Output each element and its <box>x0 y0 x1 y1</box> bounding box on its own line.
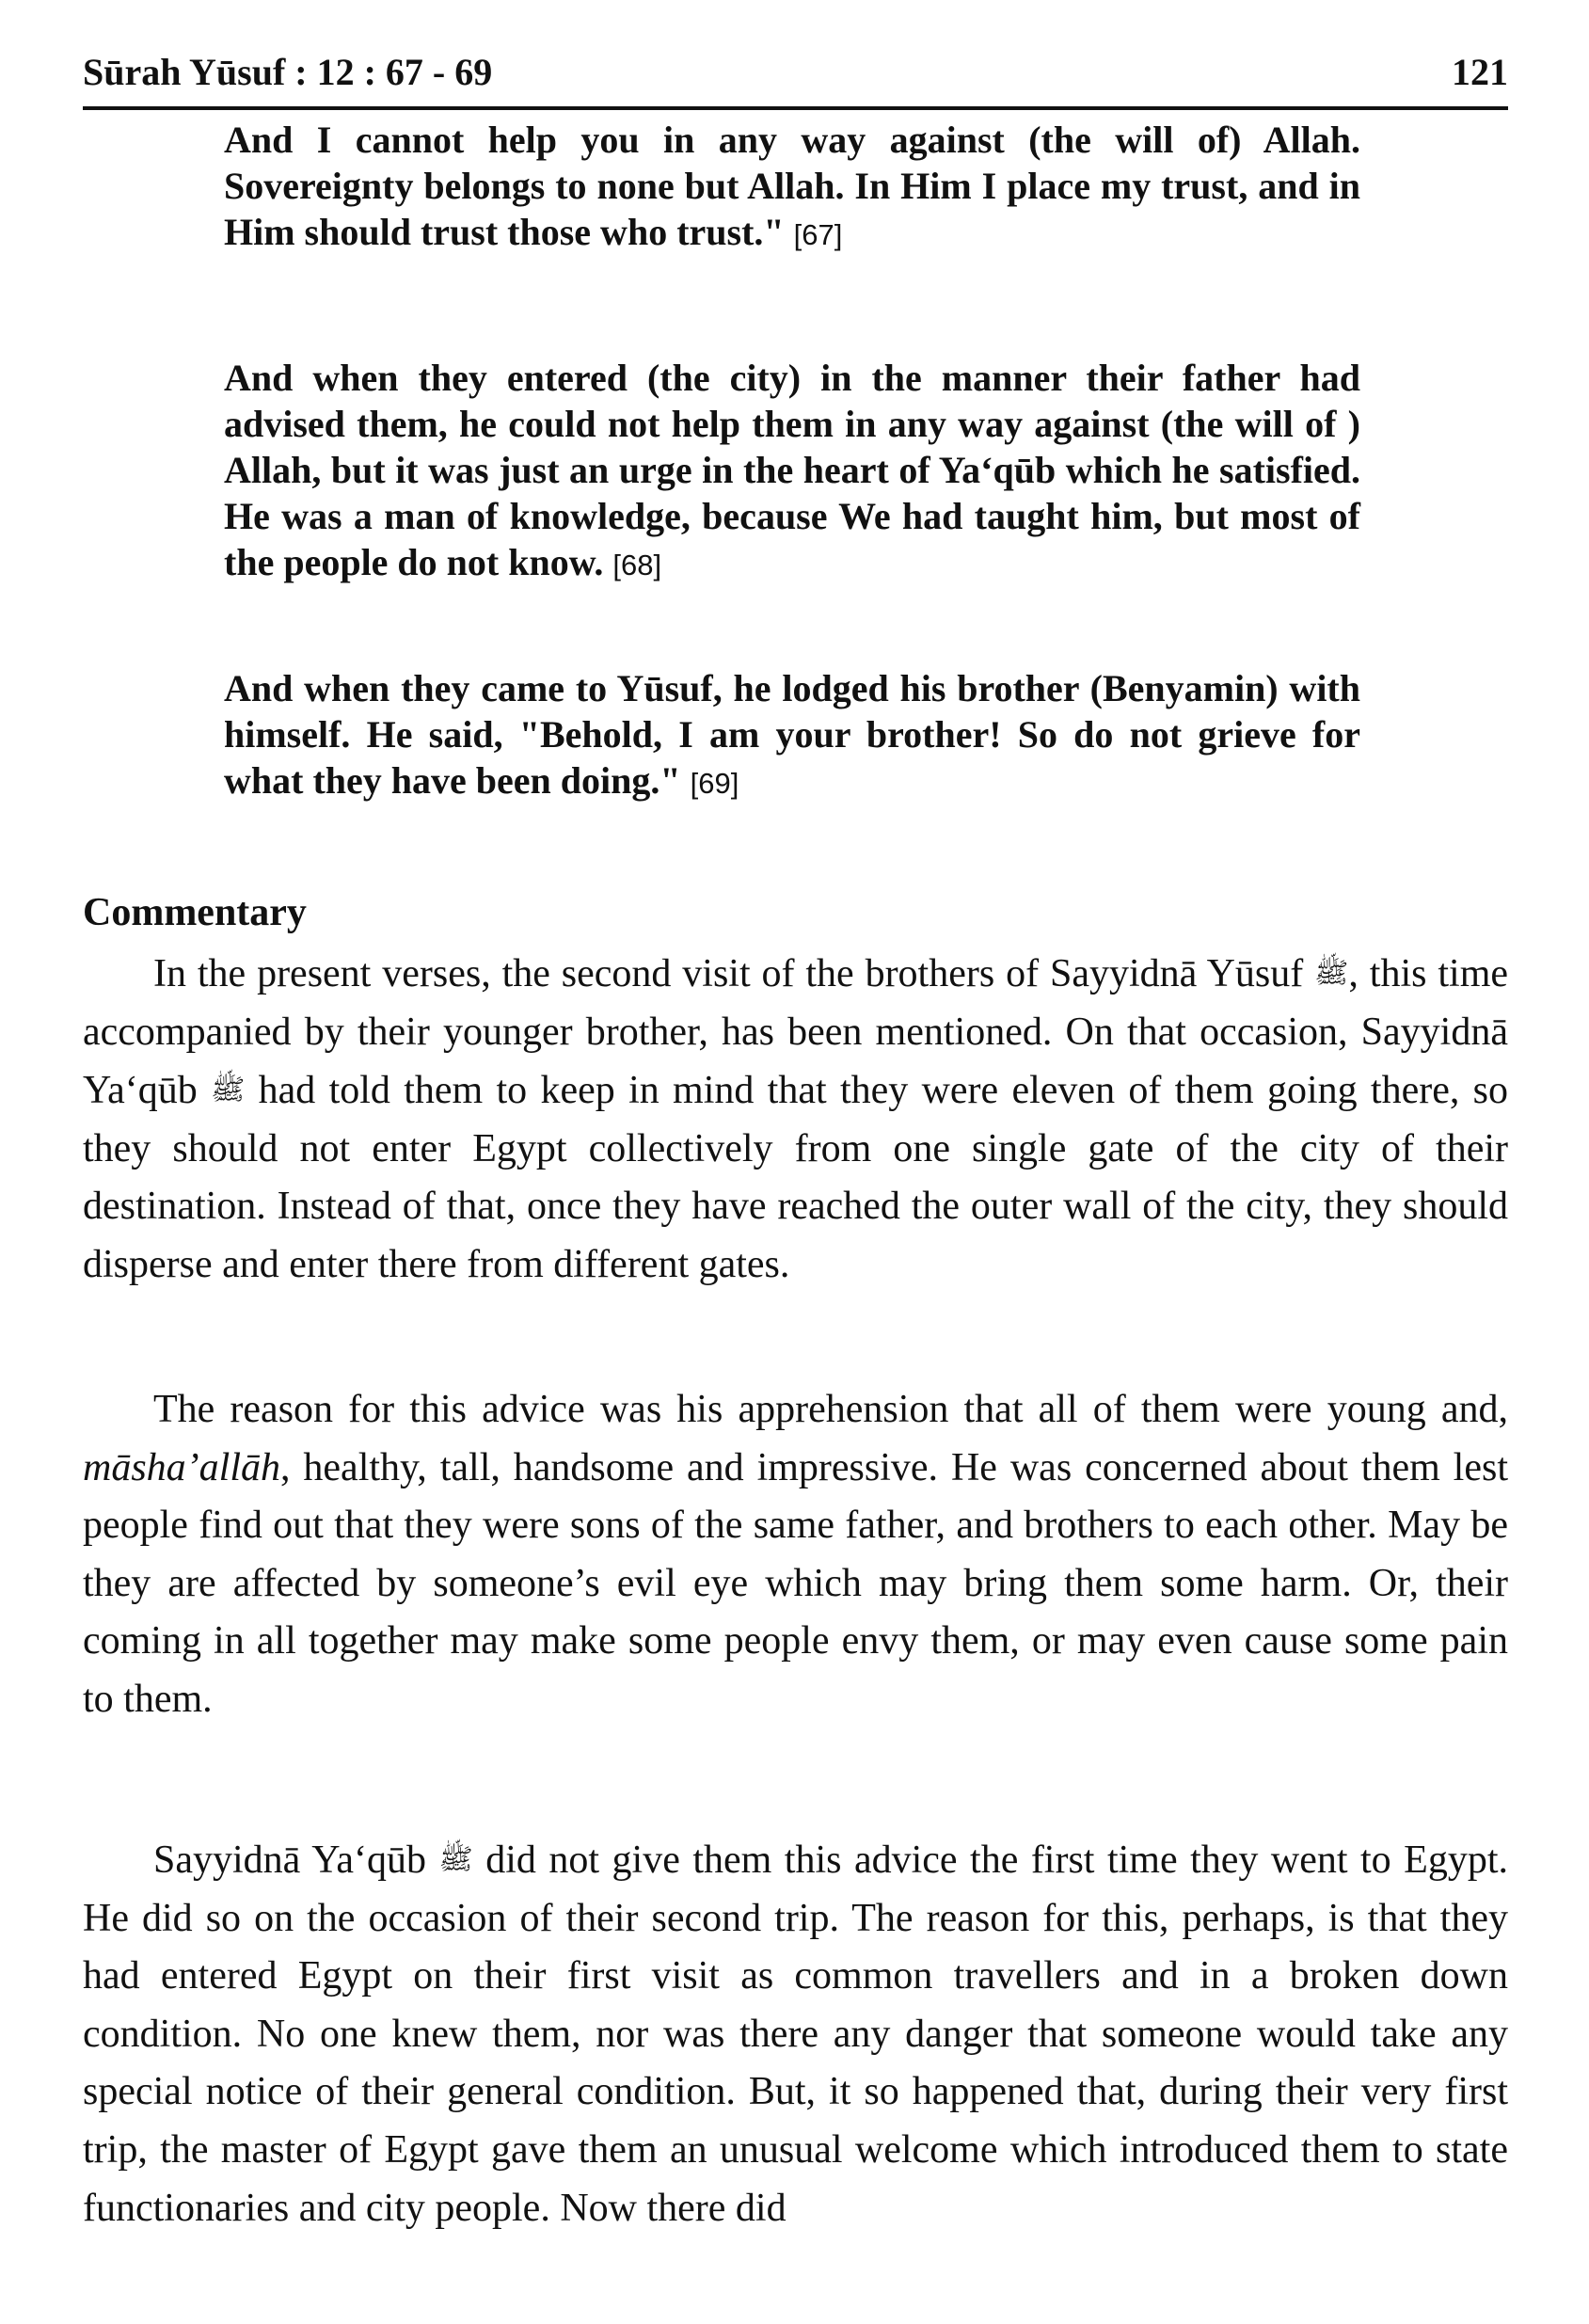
commentary-paragraph-1 <box>83 945 1508 1295</box>
paragraph-text: The reason for this advice was his apprehension that all of them were young and, <box>153 1388 1508 1431</box>
honorific-icon: ﷺ <box>438 1843 473 1876</box>
paragraph-text: had told them to keep in mind that they were eleven of them going there, so they should not enter Egypt collectively from one single gate of the city of their destination. Instead of that, once they have reached the outer wall of the city, they should disperse and enter there from different gates. <box>83 1069 1509 1286</box>
verse-number: [67] <box>793 218 843 251</box>
book-page <box>83 0 1508 2324</box>
paragraph-text: , this time accompanied by their younger brother, has been mentioned. On that occasion, Sayyidnā Ya‘qūb <box>83 952 1509 1113</box>
paragraph-text: Sayyidnā Ya‘qūb <box>153 1839 426 1882</box>
commentary-heading: Commentary <box>83 891 307 934</box>
verse-text: And I cannot help you in any way against (the will of) Allah. Sovereignty belongs to none but Allah. In Him I place my trust, and in Him should trust those who trust." <box>224 119 1360 253</box>
verse-67 <box>224 117 1360 258</box>
verse-69 <box>224 665 1360 806</box>
running-title: Sūrah Yūsuf : 12 : 67 - 69 <box>83 51 493 93</box>
page-number: 121 <box>1452 51 1508 93</box>
verse-text: And when they entered (the city) in the manner their father had advised them, he could not help them in any way against (the will of ) Allah, but it was just an urge in the heart of Ya‘qūb which he satisfied. He was a man of knowledge, because We had taught him, but most of the people do not know. <box>224 357 1360 583</box>
verse-68 <box>224 355 1360 588</box>
paragraph-text: did not give them this advice the first time they went to Egypt. He did so on the occasion of their second trip. The reason for this, perhaps, is that they had entered Egypt on their first visit as common travellers and in a broken down condition. No one knew them, nor was there any danger that someone would take any special notice of their general condition. But, it so happened that, during their very first trip, the master of Egypt gave them an unusual welcome which introduced them to state functionaries and city people. Now there did <box>83 1839 1508 2230</box>
verse-text: And when they came to Yūsuf, he lodged his brother (Benyamin) with himself. He said, "Behold, I am your brother! So do not grieve for what they have been doing." <box>224 667 1360 802</box>
paragraph-text: , healthy, tall, handsome and impressive. He was concerned about them lest people find out that they were sons of the same father, and brothers to each other. May be they are affected by someone’s evil eye which may bring them some harm. Or, their coming in all together may make some people envy them, or may even cause some pain to them. <box>83 1445 1508 1721</box>
honorific-icon: ﷺ <box>1314 957 1349 990</box>
running-head <box>83 49 1508 96</box>
commentary-paragraph-3 <box>83 1831 1508 2237</box>
verse-number: [68] <box>612 549 662 581</box>
honorific-icon: ﷺ <box>211 1074 246 1107</box>
paragraph-text: In the present verses, the second visit of the brothers of Sayyidnā Yūsuf <box>153 952 1304 995</box>
italic-term: māsha’allāh <box>83 1445 280 1489</box>
verse-number: [69] <box>690 767 739 800</box>
header-rule <box>83 106 1508 110</box>
commentary-paragraph-2 <box>83 1381 1508 1729</box>
